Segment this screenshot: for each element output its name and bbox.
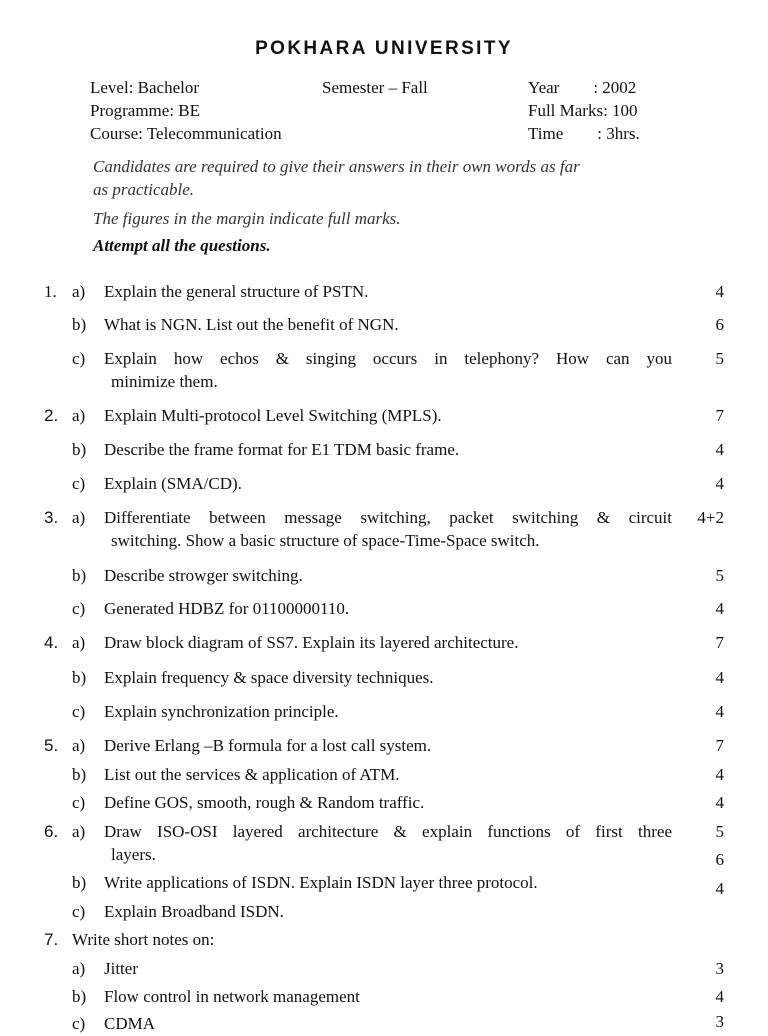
question-text: Explain Multi-protocol Level Switching (MPLS). [104, 406, 442, 425]
marks: 7 [715, 633, 724, 652]
marks: 4+2 [697, 508, 724, 527]
marks: 4 [715, 765, 724, 784]
question-text: Define GOS, smooth, rough & Random traffic. [104, 793, 425, 812]
time: Time : 3hrs. [528, 124, 640, 143]
question-text [104, 347, 672, 393]
question-number: 2. [44, 406, 59, 425]
question-text: Generated HDBZ for 01100000110. [104, 599, 350, 618]
part-label: b) [72, 440, 87, 459]
question-2a [0, 404, 768, 428]
question-7c [0, 1000, 768, 1033]
part-label: c) [72, 349, 86, 368]
question-text: What is NGN. List out the benefit of NGN. [104, 315, 399, 334]
question-4b [0, 666, 768, 690]
full-marks: Full Marks: 100 [528, 101, 638, 120]
question-3b [0, 564, 768, 588]
year: Year : 2002 [528, 78, 637, 97]
question-number: 1. [44, 282, 57, 301]
part-label: b) [72, 873, 87, 892]
question-6b-marks [0, 877, 768, 901]
marks: 6 [715, 850, 724, 869]
question-text [104, 506, 672, 552]
question-1a [0, 280, 768, 304]
instruction-line-1a: Candidates are required to give their answers in their own words as far [93, 157, 580, 176]
question-text: Explain synchronization principle. [104, 702, 339, 721]
question-text: Describe strowger switching. [104, 566, 303, 585]
part-label: c) [72, 793, 86, 812]
marks: 4 [715, 668, 724, 687]
part-label: c) [72, 702, 86, 721]
question-3c [0, 597, 768, 621]
question-text: CDMA [104, 1014, 156, 1033]
question-6-extra-marks [0, 848, 768, 872]
marks: 4 [715, 879, 724, 898]
question-4a [0, 631, 768, 655]
marks: 5 [715, 566, 724, 585]
marks: 4 [715, 793, 724, 812]
part-label: a) [72, 406, 86, 425]
part-label: a) [72, 822, 86, 841]
question-text-line: minimize them. [111, 372, 218, 391]
semester: Semester – Fall [322, 78, 428, 97]
part-label: a) [72, 633, 86, 652]
question-text: Explain frequency & space diversity techniques. [104, 668, 434, 687]
marks: 7 [715, 406, 724, 425]
instruction-own-words [93, 155, 683, 201]
part-label: b) [72, 315, 87, 334]
question-5a [0, 734, 768, 758]
question-number: 4. [44, 633, 59, 652]
question-text: Write short notes on: [72, 930, 215, 949]
marks: 4 [715, 282, 724, 301]
marks: 4 [715, 702, 724, 721]
question-text: Explain (SMA/CD). [104, 474, 242, 493]
question-text-line: layers. [111, 845, 156, 864]
question-number: 3. [44, 508, 59, 527]
question-text: Draw block diagram of SS7. Explain its layered architecture. [104, 633, 519, 652]
marks: 4 [715, 440, 724, 459]
question-7 [0, 928, 768, 952]
instruction-line-1b: as practicable. [93, 180, 195, 199]
marks: 4 [715, 599, 724, 618]
part-label: a) [72, 736, 86, 755]
question-number: 7. [44, 930, 59, 949]
question-number: 6. [44, 822, 59, 841]
question-text: Jitter [104, 959, 138, 978]
marks: 5 [715, 349, 724, 368]
question-6c [0, 900, 768, 924]
instruction-marks: The figures in the margin indicate full marks. [93, 209, 401, 228]
part-label: b) [72, 668, 87, 687]
question-4c [0, 700, 768, 724]
question-text-line: Differentiate between message switching, packet switching & circuit [104, 508, 672, 527]
question-5c [0, 791, 768, 815]
part-label: b) [72, 566, 87, 585]
question-text: Write applications of ISDN. Explain ISDN layer three protocol. [104, 873, 538, 892]
instruction-attempt-all: Attempt all the questions. [93, 236, 271, 255]
question-text: List out the services & application of ATM. [104, 765, 400, 784]
part-label: a) [72, 282, 86, 301]
part-label: c) [72, 1014, 86, 1033]
part-label: a) [72, 959, 86, 978]
part-label: b) [72, 987, 87, 1006]
part-label: c) [72, 902, 86, 921]
question-1b [0, 313, 768, 337]
marks: 4 [715, 987, 724, 1006]
question-text: Explain the general structure of PSTN. [104, 282, 369, 301]
level: Level: Bachelor [90, 78, 200, 97]
question-5b [0, 763, 768, 787]
question-2b [0, 438, 768, 462]
marks: 3 [715, 1012, 724, 1031]
question-text-line: switching. Show a basic structure of space-Time-Space switch. [111, 531, 540, 550]
question-2c [0, 472, 768, 496]
part-label: b) [72, 765, 87, 784]
course: Course: Telecommunication [90, 124, 282, 143]
question-text: Describe the frame format for E1 TDM basic frame. [104, 440, 460, 459]
question-text: Explain Broadband ISDN. [104, 902, 284, 921]
part-label: a) [72, 508, 86, 527]
question-text: Derive Erlang –B formula for a lost call system. [104, 736, 432, 755]
question-7a [0, 957, 768, 981]
question-text: Flow control in network management [104, 987, 360, 1006]
marks: 5 [715, 822, 724, 841]
university-title: POKHARA UNIVERSITY [255, 38, 513, 59]
question-number: 5. [44, 736, 59, 755]
question-text-line: Draw ISO-OSI layered architecture & explain functions of first three [104, 822, 672, 841]
question-3a [0, 506, 768, 552]
part-label: c) [72, 599, 86, 618]
part-label: c) [72, 474, 86, 493]
question-1c [0, 347, 768, 393]
question-text-line: Explain how echos & singing occurs in telephony? How can you [104, 349, 672, 368]
programme: Programme: BE [90, 101, 201, 120]
marks: 3 [715, 959, 724, 978]
marks: 7 [715, 736, 724, 755]
marks: 6 [715, 315, 724, 334]
marks: 4 [715, 474, 724, 493]
